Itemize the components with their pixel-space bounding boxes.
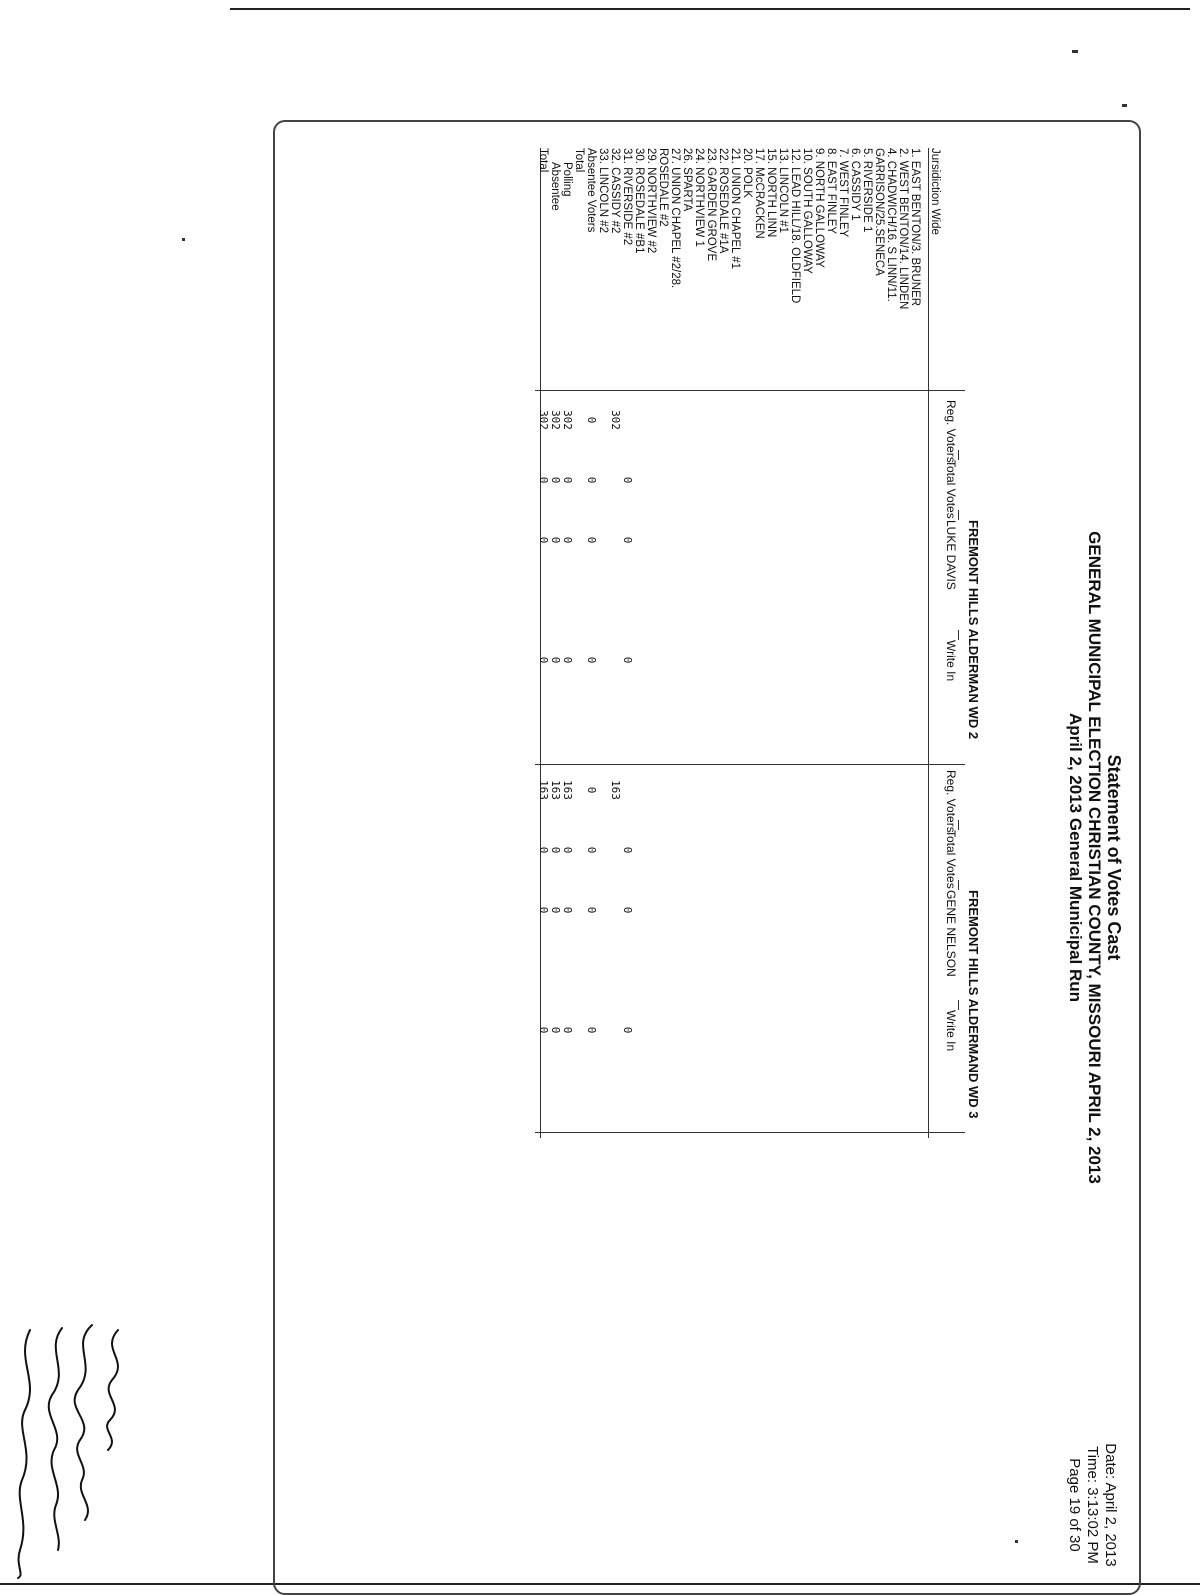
precinct-label: 22. ROSEDALE #1A bbox=[717, 148, 729, 254]
precinct-label: 29. NORTHVIEW #2 bbox=[645, 148, 657, 254]
col-reg-voters: Reg. Voters bbox=[944, 400, 958, 463]
vote-cell: 0 bbox=[561, 846, 574, 854]
contest-title-wd2: FREMONT HILLS ALDERMAN WD 2 bbox=[966, 520, 981, 740]
vote-cell: 0 bbox=[585, 416, 598, 424]
vote-cell: 0 bbox=[549, 536, 562, 544]
col-write-in: Write In bbox=[944, 1010, 958, 1052]
vote-cell: 0 bbox=[585, 846, 598, 854]
signatures bbox=[0, 1320, 140, 1580]
header-tick bbox=[958, 820, 959, 830]
precinct-label: 27. UNION CHAPEL #2/28. bbox=[669, 148, 681, 289]
run-name: April 2, 2013 General Municipal Run bbox=[1066, 712, 1085, 1003]
precinct-label: ROSEDALE #2 bbox=[657, 148, 669, 227]
header-tick bbox=[958, 1000, 959, 1010]
precinct-label: 31. RIVERSIDE #2 bbox=[621, 148, 633, 246]
col-reg-voters: Reg. Voters bbox=[944, 770, 958, 833]
precinct-label: 21. UNION CHAPEL #1 bbox=[729, 148, 741, 270]
precinct-label: 1. EAST BENTON/3. BRUNER bbox=[909, 148, 921, 307]
vote-cell: 0 bbox=[585, 1026, 598, 1034]
report-header bbox=[1066, 120, 1123, 1595]
scan-speck bbox=[1072, 50, 1078, 53]
jurisdiction-header: Jursidiction Wide bbox=[929, 148, 941, 235]
col-total-votes: Total Votes bbox=[944, 830, 958, 889]
header-tick bbox=[958, 450, 959, 460]
vote-cell: 0 bbox=[585, 476, 598, 484]
vote-cell: 0 bbox=[561, 1026, 574, 1034]
precinct-label: 12. LEAD HILL/18. OLDFIELD bbox=[789, 148, 801, 304]
col-candidate: LUKE DAVIS bbox=[944, 520, 958, 590]
precinct-label: 30. ROSEDALE #B1 bbox=[633, 148, 645, 254]
vote-cell: 163 bbox=[609, 780, 622, 800]
contest-title-wd3: FREMONT HILLS ALDERMAND WD 3 bbox=[966, 890, 981, 1119]
vote-cell: 163 bbox=[561, 780, 574, 800]
vote-cell: 0 bbox=[549, 906, 562, 914]
vote-cell: 0 bbox=[621, 656, 634, 664]
vote-cell: 0 bbox=[621, 536, 634, 544]
vote-cell: 0 bbox=[537, 1026, 550, 1034]
precinct-label: 5. RIVERSIDE 1 bbox=[861, 148, 873, 233]
vote-cell: 0 bbox=[585, 786, 598, 794]
col-write-in: Write In bbox=[944, 640, 958, 682]
precinct-label: GARRISON/25.SENECA bbox=[873, 148, 885, 276]
precinct-label: 23. GARDEN GROVE bbox=[705, 148, 717, 262]
precinct-label: 8. EAST FINLEY bbox=[825, 148, 837, 235]
precinct-label: 2. WEST BENTON/14. LINDEN bbox=[897, 148, 909, 310]
col-candidate: GENE NELSON bbox=[944, 890, 958, 977]
signature-scribbles bbox=[0, 1320, 140, 1580]
vote-cell: 0 bbox=[561, 906, 574, 914]
report-time: Time: 3:13:02 PM bbox=[1084, 1446, 1101, 1564]
precinct-label: 17. McCRACKEN bbox=[753, 148, 765, 239]
column-divider bbox=[535, 1132, 965, 1133]
vote-cell: 302 bbox=[561, 410, 574, 430]
vote-cell: 302 bbox=[609, 410, 622, 430]
precinct-label: 7. WEST FINLEY bbox=[837, 148, 849, 238]
vote-cell: 302 bbox=[549, 410, 562, 430]
election-name: GENERAL MUNICIPAL ELECTION CHRISTIAN COUNTY, MISSOURI APRIL 2, 2013 bbox=[1085, 531, 1104, 1184]
report-meta bbox=[1065, 1420, 1119, 1590]
precinct-label: 4. CHADWICH/16. S LINN/11. bbox=[885, 148, 897, 302]
precinct-label: 32. CASSIDY #2 bbox=[609, 148, 621, 234]
precinct-label: Polling bbox=[561, 162, 573, 197]
rotated-report bbox=[243, 120, 1141, 1595]
vote-cell: 0 bbox=[549, 846, 562, 854]
header-tick bbox=[958, 510, 959, 520]
vote-cell: 302 bbox=[537, 410, 550, 430]
report-title: Statement of Votes Cast bbox=[1104, 754, 1124, 961]
precinct-label: 13. LINCOLN #1 bbox=[777, 148, 789, 234]
scan-speck bbox=[182, 238, 185, 241]
vote-cell: 0 bbox=[621, 906, 634, 914]
precinct-label: 20. POLK bbox=[741, 148, 753, 198]
vote-cell: 0 bbox=[537, 846, 550, 854]
precinct-label: 33. LINCOLN #2 bbox=[597, 148, 609, 234]
header-tick bbox=[958, 630, 959, 640]
column-divider bbox=[535, 390, 965, 391]
vote-cell: 0 bbox=[537, 656, 550, 664]
col-total-votes: Total Votes bbox=[944, 460, 958, 519]
vote-cell: 0 bbox=[621, 846, 634, 854]
header-rule bbox=[928, 148, 929, 1138]
vote-cell: 0 bbox=[621, 476, 634, 484]
report-date: Date: April 2, 2013 bbox=[1102, 1443, 1119, 1567]
vote-cell: 0 bbox=[549, 1026, 562, 1034]
precinct-label: 6. CASSIDY 1 bbox=[849, 148, 861, 221]
precinct-label: Total bbox=[573, 148, 585, 173]
report-page: Page 19 of 30 bbox=[1066, 1458, 1083, 1552]
column-divider bbox=[535, 764, 965, 765]
vote-cell: 0 bbox=[561, 536, 574, 544]
precinct-label: 24. NORTHVIEW 1 bbox=[693, 148, 705, 247]
precinct-label: 9. NORTH GALLOWAY bbox=[813, 148, 825, 268]
vote-cell: 0 bbox=[561, 476, 574, 484]
vote-cell: 0 bbox=[585, 656, 598, 664]
precinct-label: Total bbox=[537, 148, 549, 173]
scan-edge-line bbox=[230, 8, 1190, 10]
report-frame bbox=[273, 120, 1141, 1595]
vote-cell: 0 bbox=[621, 1026, 634, 1034]
scan-speck bbox=[1122, 104, 1127, 107]
vote-cell: 0 bbox=[537, 906, 550, 914]
header-tick bbox=[958, 880, 959, 890]
vote-cell: 0 bbox=[549, 476, 562, 484]
vote-cell: 0 bbox=[537, 476, 550, 484]
precinct-label: 26. SPARTA bbox=[681, 148, 693, 212]
vote-cell: 0 bbox=[537, 536, 550, 544]
vote-cell: 163 bbox=[537, 780, 550, 800]
vote-cell: 0 bbox=[549, 656, 562, 664]
precinct-label: Absentee Voters bbox=[585, 148, 597, 233]
precinct-label: Absentee bbox=[549, 162, 561, 211]
vote-cell: 163 bbox=[549, 780, 562, 800]
precinct-label: 10. SOUTH GALLOWAY bbox=[801, 148, 813, 274]
vote-cell: 0 bbox=[585, 906, 598, 914]
vote-cell: 0 bbox=[585, 536, 598, 544]
precinct-label: 15. NORTH LINN bbox=[765, 148, 777, 238]
vote-cell: 0 bbox=[561, 656, 574, 664]
